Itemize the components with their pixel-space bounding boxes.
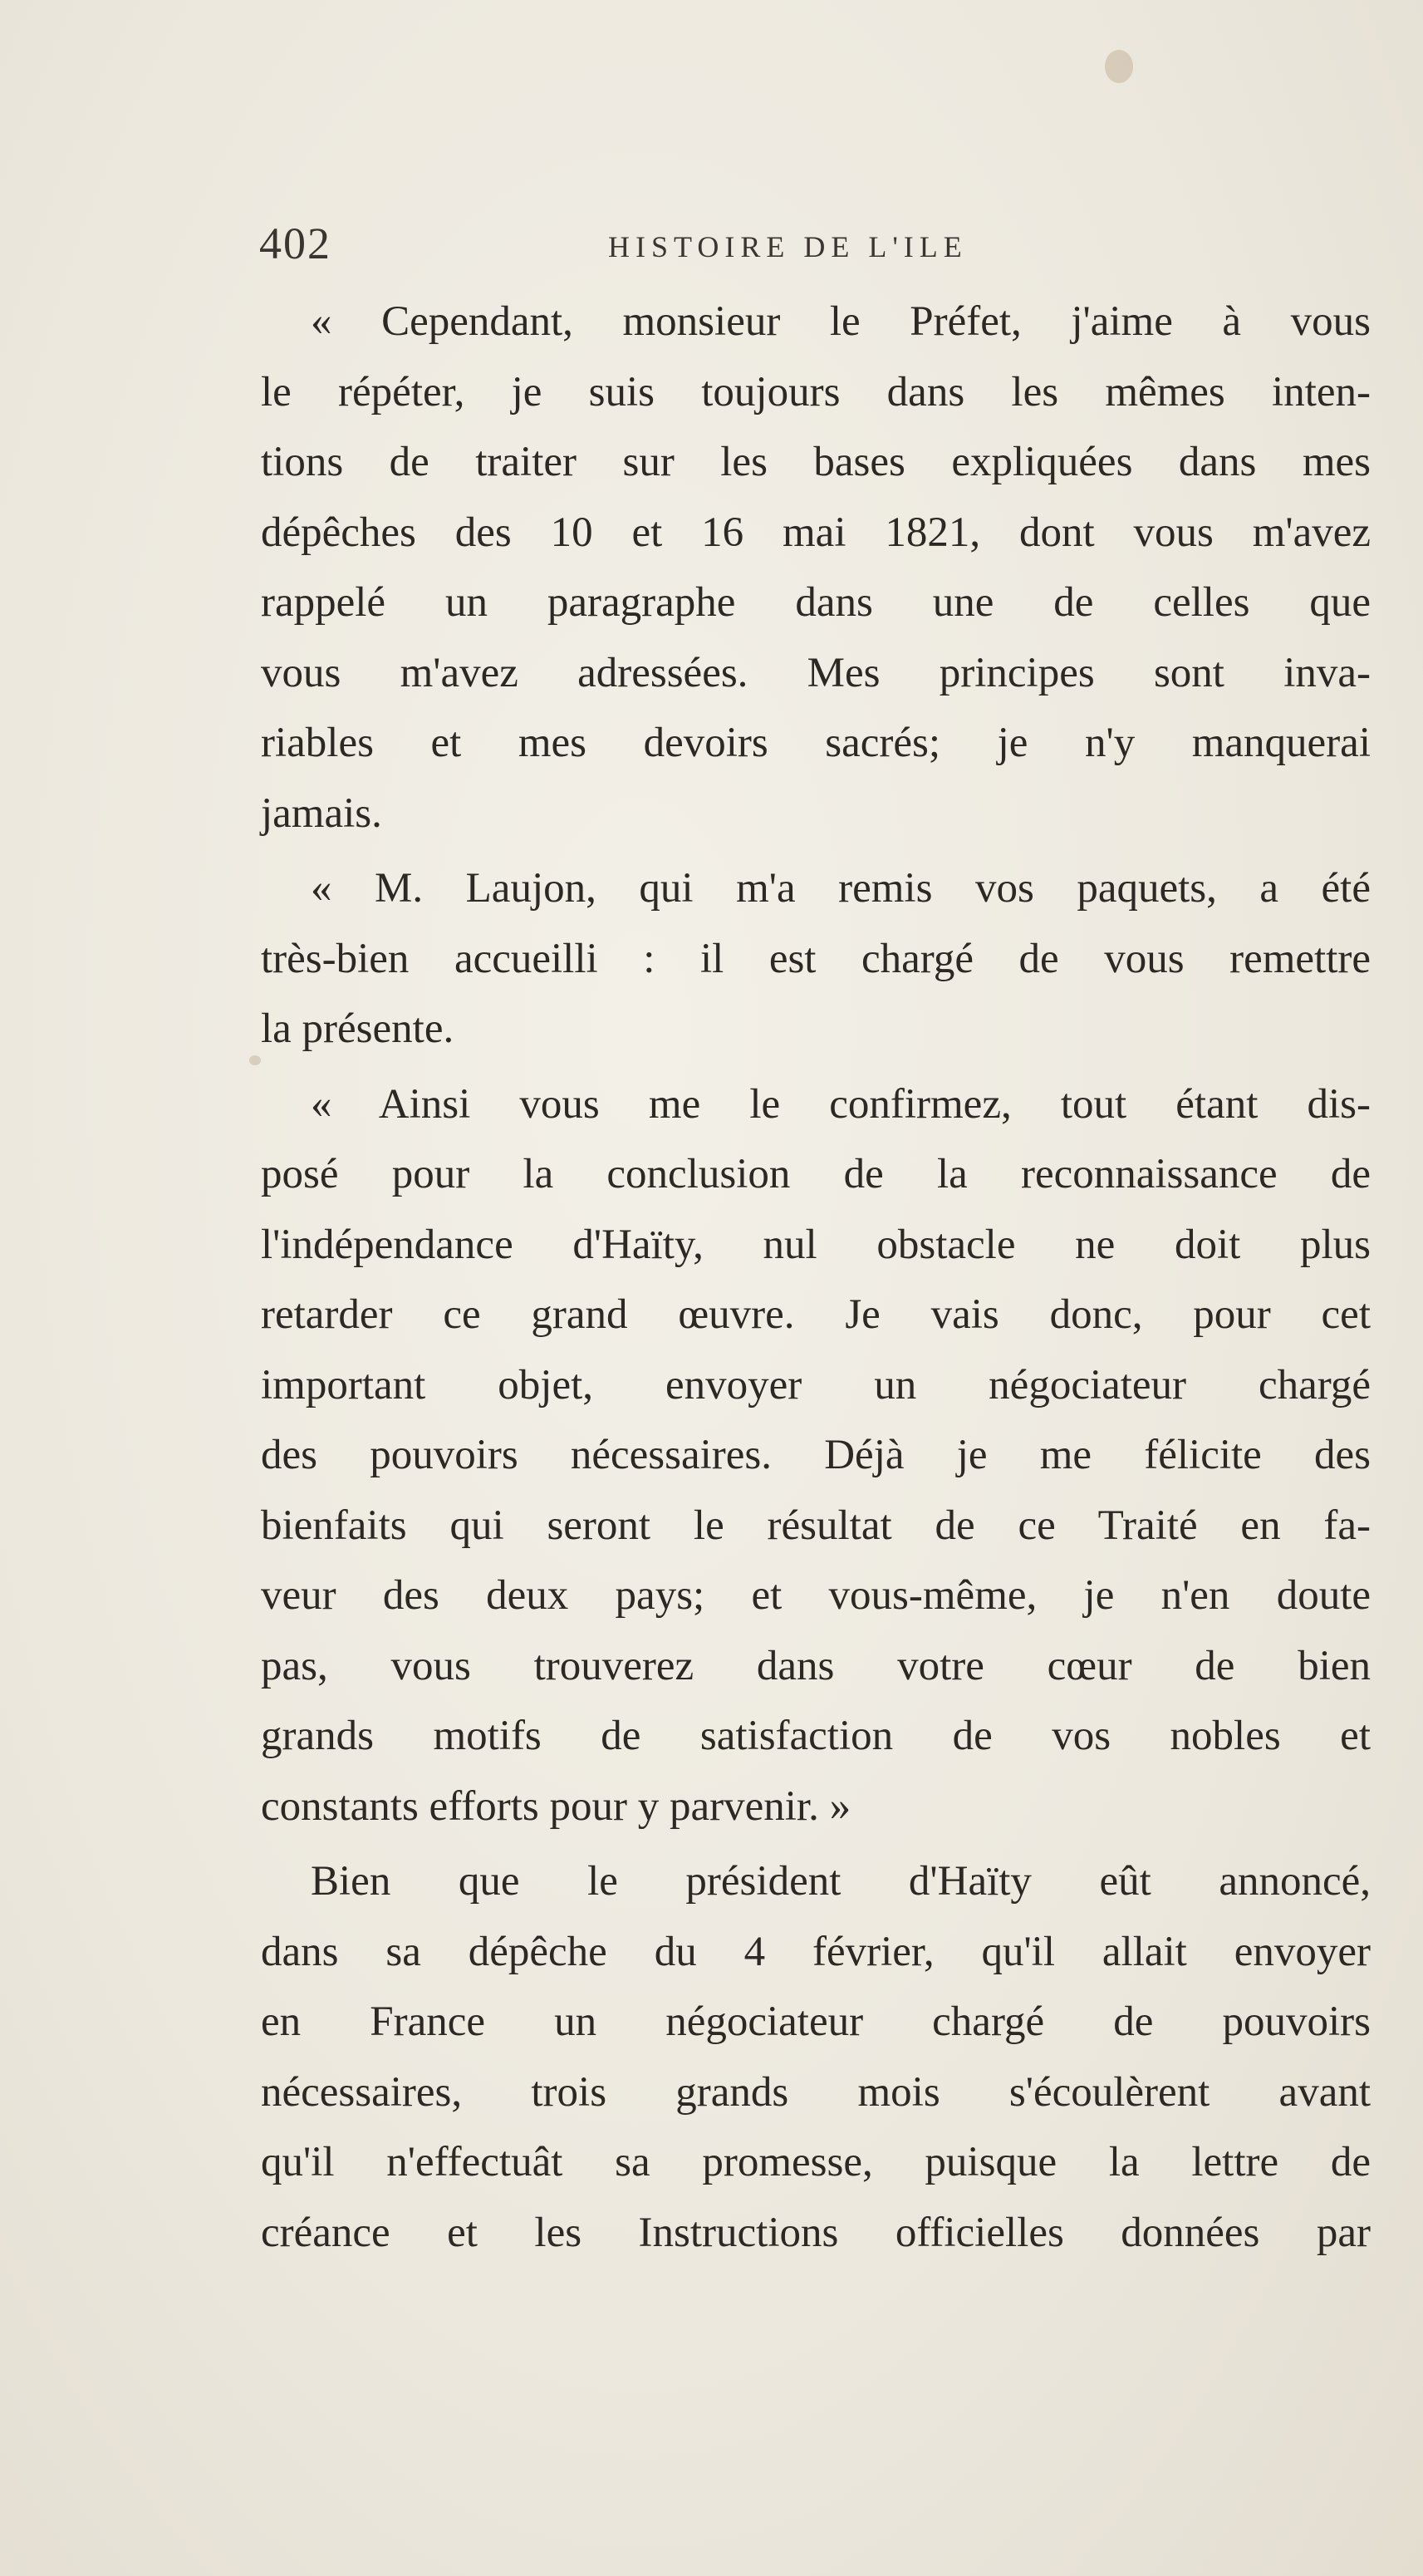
- page-body: [261, 287, 1371, 2268]
- text-line: dépêches des 10 et 16 mai 1821, dont vous m'avez: [261, 509, 1371, 556]
- text-line: la présente.: [261, 1005, 454, 1052]
- text-line: des pouvoirs nécessaires. Déjà je me félicite des: [261, 1432, 1371, 1478]
- text-line: constants efforts pour y parvenir. »: [261, 1782, 851, 1830]
- text-line: créance et les Instructions officielles données par: [261, 2209, 1371, 2256]
- text-line: très-bien accueilli : il est chargé de vous remettre: [261, 935, 1371, 982]
- text-line: grands motifs de satisfaction de vos nobles et: [261, 1713, 1371, 1759]
- text-line: le répéter, je suis toujours dans les mêmes inten-: [261, 368, 1371, 415]
- text-line: Bien que le président d'Haïty eût annoncé,: [311, 1858, 1371, 1905]
- text-line: posé pour la conclusion de la reconnaissance de: [261, 1151, 1371, 1197]
- text-line: « M. Laujon, qui m'a remis vos paquets, a été: [311, 865, 1371, 912]
- text-line: tions de traiter sur les bases expliquées dans mes: [261, 439, 1371, 485]
- text-line: veur des deux pays; et vous-même, je n'en doute: [261, 1572, 1371, 1619]
- text-line: retarder ce grand œuvre. Je vais donc, pour cet: [261, 1291, 1371, 1338]
- text-line: riables et mes devoirs sacrés; je n'y manquerai: [261, 720, 1371, 766]
- text-line: vous m'avez adressées. Mes principes sont inva-: [261, 649, 1371, 696]
- text-line: dans sa dépêche du 4 février, qu'il allait envoyer: [261, 1928, 1371, 1975]
- text-line: « Cependant, monsieur le Préfet, j'aime à vous: [311, 298, 1371, 345]
- page-number: 402: [259, 219, 331, 268]
- text-line: nécessaires, trois grands mois s'écoulèrent avant: [261, 2068, 1371, 2116]
- text-line: pas, vous trouverez dans votre cœur de bien: [261, 1642, 1371, 1689]
- paragraph: [261, 287, 1371, 848]
- text-line: bienfaits qui seront le résultat de ce Traité en fa-: [261, 1502, 1371, 1549]
- paragraph: [261, 1846, 1371, 2268]
- page-header: [259, 218, 1372, 276]
- paper-stain: [1105, 50, 1133, 83]
- text-line: « Ainsi vous me le confirmez, tout étant dis-: [311, 1080, 1371, 1128]
- text-line: en France un négociateur chargé de pouvoirs: [261, 1998, 1371, 2045]
- text-line: important objet, envoyer un négociateur chargé: [261, 1361, 1371, 1408]
- running-head: HISTOIRE DE L'ILE: [608, 230, 968, 263]
- paper-stain: [249, 1055, 261, 1065]
- text-line: l'indépendance d'Haïty, nul obstacle ne doit plus: [261, 1221, 1371, 1268]
- text-line: qu'il n'effectuât sa promesse, puisque la lettre de: [261, 2139, 1371, 2185]
- text-line: jamais.: [261, 789, 382, 837]
- paragraph: [261, 853, 1371, 1064]
- paragraph: [261, 1069, 1371, 1842]
- text-line: rappelé un paragraphe dans une de celles que: [261, 579, 1371, 626]
